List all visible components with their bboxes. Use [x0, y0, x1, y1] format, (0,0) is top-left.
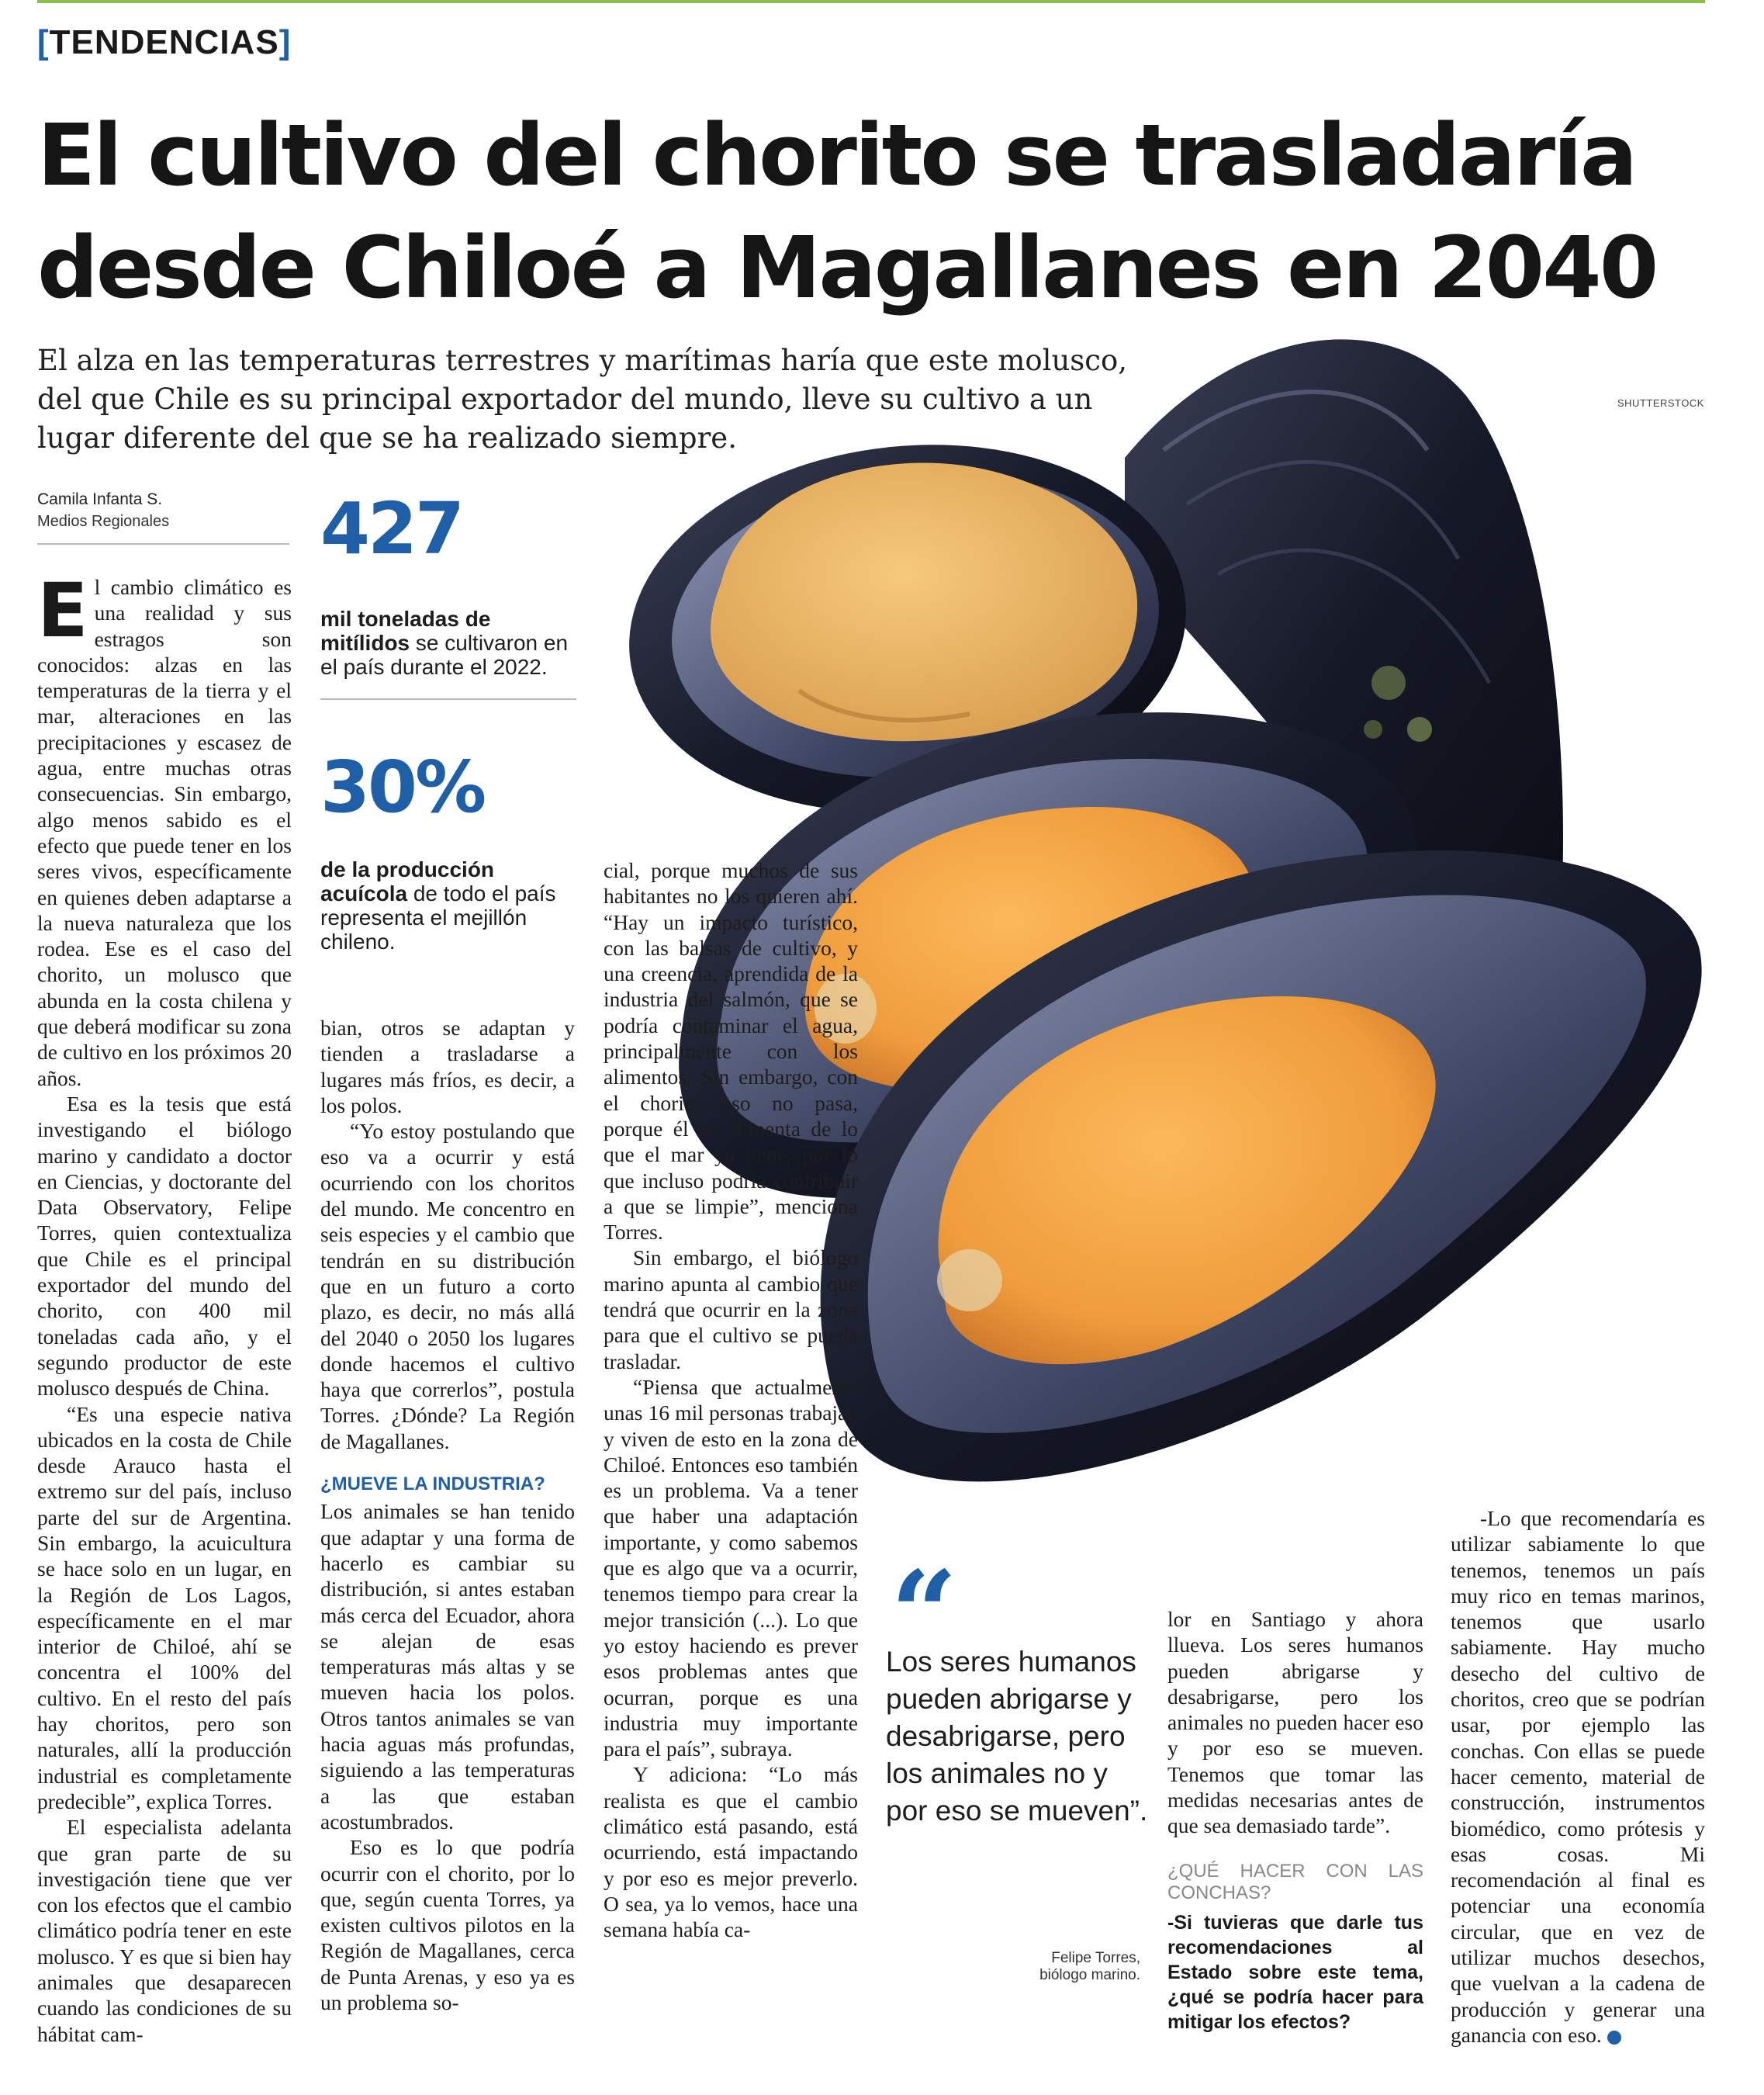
- author-outlet: Medios Regionales: [37, 513, 170, 530]
- col2-paragraph-3: Los animales se han tenido que adaptar y una forma de hacerlo es cambiar su distribución, si antes estaban más cerca del Ecuador, ahora se alejan de esas temperaturas más altas y se mueven hacia los polos. Otros tantos animales se van hacia aguas más profundas, siguiendo a las temperaturas a las que estaban acostumbrados.: [320, 1499, 575, 1834]
- column-3: [604, 857, 858, 1942]
- col3-paragraph-4: Y adiciona: “Lo más realista es que el cambio climático está pasando, está ocurriendo, está impactando y por eso es mejor preverlo. O sea, ya lo vemos, hace una semana había ca-: [604, 1762, 858, 1942]
- stat-box-1: [320, 487, 576, 700]
- deck: El alza en las temperaturas terrestres y marítimas haría que este molusco, del que Chile es su principal exportador del mundo, lleve su cultivo a un lugar diferente del que se ha realizado siempre.: [37, 344, 1128, 455]
- col2-paragraph-1: bian, otros se adaptan y tienden a trasladarse a lugares más fríos, es decir, a los polos.: [320, 1016, 575, 1117]
- subhead-mueve-industria: ¿MUEVE LA INDUSTRIA?: [320, 1473, 545, 1495]
- headline: El cultivo del chorito se trasladaría desde Chiloé a Magallanes en 2040: [37, 106, 1657, 317]
- stat-text-1: mil toneladas de mitílidos se cultivaron en el país durante el 2022.: [320, 607, 569, 679]
- stat-text-2: de la producción acuícola de todo el país representa el mejillón chileno.: [320, 857, 556, 954]
- col1-paragraph-2: Esa es la tesis que está investigando el biólogo marino y candidato a doctor en Ciencias, y doctorante del Data Observatory, Felipe Torres, quien contextualiza que Chile es el principal exportador del mundo del chorito, con 400 mil toneladas cada año, y el segundo productor de este molusco después de China.: [37, 1091, 292, 1401]
- col1-paragraph-4: El especialista adelanta que gran parte de su investigación tiene que ver con los efectos que el cambio climático podría tener en este molusco. Y es que si bien hay animales que desaparecen cuando las condiciones de su hábitat cam-: [37, 1815, 292, 2046]
- dropcap: E: [37, 567, 88, 654]
- column-6: [1451, 1505, 1705, 2048]
- col3-paragraph-1: cial, porque muchos de sus habitantes no los quieren ahí. “Hay un impacto turístico, con las balsas de cultivo, y una creencia, aprendida de la industria del salmón, que se podría contaminar el agua, principalmente con los alimentos. Sin embargo, con el chorito eso no pasa, porque él se alimenta de lo que el mar ya tiene, por lo que incluso podría contribuir a que se limpie”, menciona Torres.: [604, 858, 858, 1245]
- col5-paragraph-1: lor en Santiago y ahora llueva. Los seres humanos pueden abrigarse y desabrigarse, pero los animales no pueden hacer eso y por eso se mueven. Tenemos que tomar las medidas necesarias antes de que sea demasiado tarde”.: [1167, 1607, 1423, 1838]
- pull-quote-attribution: [915, 1950, 1140, 1984]
- stat-divider: [320, 698, 576, 700]
- pull-quote-role: biólogo marino.: [1039, 1967, 1140, 1983]
- column-5: [1167, 1606, 1423, 2034]
- photo-credit: SHUTTERSTOCK: [1617, 397, 1704, 409]
- stat-number-1: 427: [320, 487, 463, 570]
- column-1: [37, 567, 292, 2047]
- top-rule: [37, 0, 1705, 3]
- pull-quote-author: Felipe Torres,: [1051, 1950, 1140, 1966]
- author-name: Camila Infanta S.: [37, 490, 163, 508]
- column-2: [320, 1015, 575, 2015]
- stat-number-2: 30%: [320, 746, 485, 829]
- col2-paragraph-4: Eso es lo que podría ocurrir con el chorito, por lo que, según cuenta Torres, ya existen cultivos pilotos en la Región de Magallanes, cerca de Punta Arenas, y eso ya es un problema so-: [320, 1835, 575, 2014]
- byline: [37, 489, 289, 545]
- subhead-conchas: ¿QUÉ HACER CON LAS CONCHAS?: [1167, 1860, 1423, 1903]
- col6-paragraph-1: -Lo que recomendaría es utilizar sabiamente lo que tenemos, tenemos un país muy rico en temas marinos, tenemos que usarlo sabiamente. Hay mucho desecho del cultivo de choritos, creo que se podrían usar, por ejemplo las conchas. Con ellas se puede hacer cemento, material de construcción, instrumentos biomédico, como prótesis y esas cosas. Mi recomendación al final es potenciar una economía circular, que en vez de utilizar muchos desechos, que vuelvan a la cadena de producción y generar una ganancia con eso. ✦: [1451, 1506, 1705, 2047]
- col3-paragraph-3: “Piensa que actualmente unas 16 mil personas trabajan y viven de esto en la zona de Chiloé. Entonces eso también es un problema. Va a tener que haber una adaptación importante, y como sabemos que es algo que va a ocurrir, tenemos tiempo para crear la mejor transición (...). Lo que yo estoy haciendo es prever esos problemas antes que ocurran, porque es una industria muy importante para el país”, subraya.: [604, 1374, 858, 1761]
- pull-quote: Los seres humanos pueden abrigarse y desabrigarse, pero los animales no y por eso se mueven”.: [886, 1646, 1148, 1827]
- stat-box-2: [320, 746, 576, 954]
- col1-paragraph-1: El cambio climático es una realidad y sus estragos son conocidos: alzas en las temperaturas de la tierra y el mar, alteraciones en las precipitaciones y escasez de agua, entre muchas otras consecuencias. Sin embargo, algo menos sabido es el efecto que puede tener en los seres vivos, específicamente en quienes deben adaptarse a la nueva naturaleza que los rodea. Ese es el caso del chorito, un molusco que abunda en la costa chilena y que deberá modificar su zona de cultivo en los próximos 20 años.: [37, 567, 292, 1090]
- end-mark-icon: ✦: [1607, 2031, 1621, 2045]
- quote-mark-icon: “: [891, 1546, 950, 1682]
- col1-paragraph-3: “Es una especie nativa ubicados en la costa de Chile desde Arauco hasta el extremo sur del país, incluso parte del sur de Argentina. Sin embargo, la acuicultura se hace solo en un lugar, en la Región de Los Lagos, específicamente en el mar interior de Chiloé, ahí se concentra el 100% del cultivo. En el resto del país hay choritos, pero son naturales, allí la producción industrial es completamente predecible”, explica Torres.: [37, 1401, 292, 1813]
- col3-paragraph-2: Sin embargo, el biólogo marino apunta al cambio que tendrá que ocurrir en la zona para que el cultivo se pueda trasladar.: [604, 1245, 858, 1373]
- section-label: [TENDENCIAS]: [37, 23, 292, 61]
- col2-paragraph-2: “Yo estoy postulando que eso va a ocurrir y está ocurriendo con los choritos del mundo. Me concentro en seis especies y el cambio que tendrán en su distribución que en un futuro a corto plazo, es decir, no más allá del 2040 o 2050 los lugares donde hacemos el cultivo haya que correrlos”, postula Torres. ¿Dónde? La Región de Magallanes.: [320, 1119, 575, 1453]
- interview-question: -Si tuvieras que darle tus recomendaciones al Estado sobre este tema, ¿qué se podría hacer para mitigar los efectos?: [1167, 1911, 1423, 2033]
